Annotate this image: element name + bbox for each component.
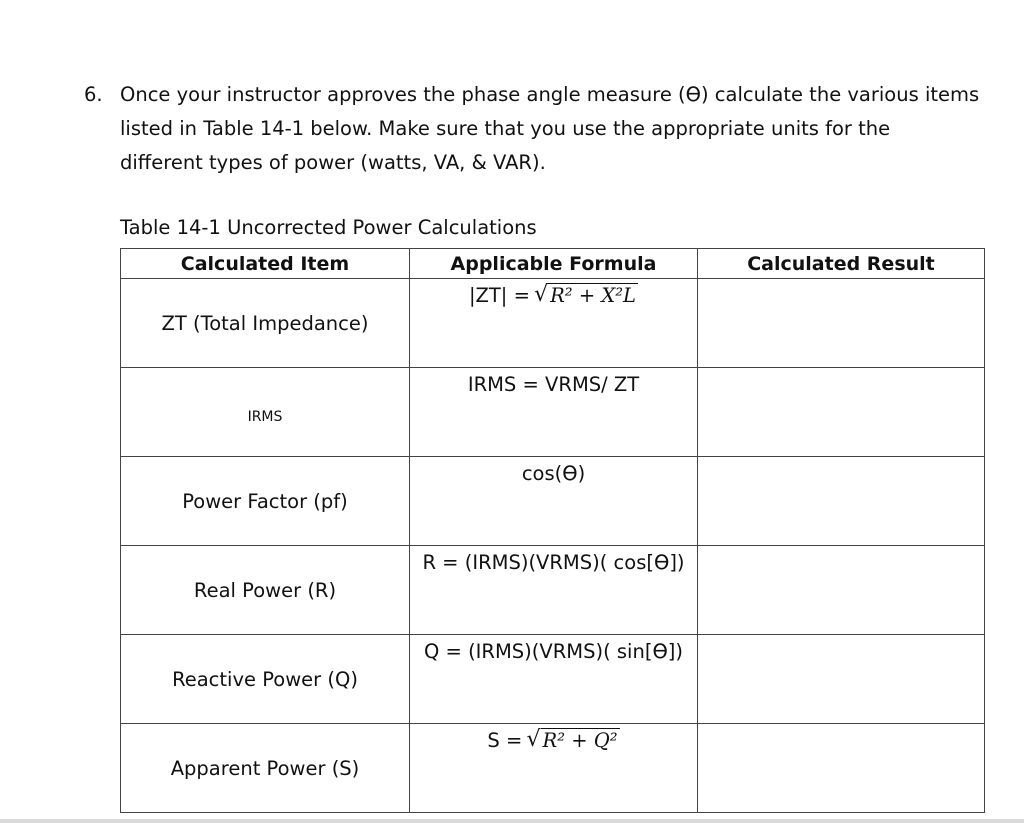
item-cell xyxy=(121,546,410,635)
square-root-sign-icon: √ xyxy=(526,727,541,752)
formula-total-impedance xyxy=(469,279,638,307)
item-label-apparent-power: Apparent Power (S) xyxy=(170,757,360,780)
formula-cell xyxy=(410,279,698,368)
item-label-real-power: Real Power (R) xyxy=(193,579,337,602)
formula-cell xyxy=(410,368,698,457)
instruction-line: listed in Table 14-1 below. Make sure that you use the appropriate units for the xyxy=(120,117,891,140)
table-header-row xyxy=(121,249,985,279)
instruction-item xyxy=(84,78,984,180)
formula-cell xyxy=(410,457,698,546)
item-cell xyxy=(121,457,410,546)
formula-power-factor: cos(ϴ) xyxy=(521,462,586,485)
item-number: 6. xyxy=(84,83,103,106)
header-applicable-formula: Applicable Formula xyxy=(410,249,698,279)
item-label-irms: IRMS xyxy=(247,409,283,425)
item-label-reactive-power: Reactive Power (Q) xyxy=(172,668,358,691)
result-cell-reactive-power[interactable] xyxy=(698,635,985,724)
formula-radicand: R² + X²L xyxy=(550,284,637,307)
table-row xyxy=(121,635,985,724)
square-root xyxy=(526,727,620,752)
formula-radicand: R² + Q² xyxy=(542,729,618,752)
formula-cell xyxy=(410,724,698,813)
table-row xyxy=(121,457,985,546)
table-caption: Table 14-1 Uncorrected Power Calculations xyxy=(120,216,537,239)
square-root-sign-icon: √ xyxy=(534,282,549,307)
item-cell xyxy=(121,368,410,457)
item-cell xyxy=(121,279,410,368)
header-calculated-result: Calculated Result xyxy=(698,249,985,279)
result-cell-irms[interactable] xyxy=(698,368,985,457)
formula-cell xyxy=(410,635,698,724)
result-cell-apparent-power[interactable] xyxy=(698,724,985,813)
formula-prefix: |ZT| = xyxy=(468,284,537,307)
table-row xyxy=(121,724,985,813)
formula-cell xyxy=(410,546,698,635)
page-bottom-rule xyxy=(0,819,1024,823)
formula-prefix: S = xyxy=(487,729,529,752)
table-row xyxy=(121,546,985,635)
instruction-line: Once your instructor approves the phase angle measure (ϴ) calculate the various items xyxy=(120,83,980,106)
result-cell-real-power[interactable] xyxy=(698,546,985,635)
result-cell-total-impedance[interactable] xyxy=(698,279,985,368)
power-calculations-table xyxy=(120,248,985,813)
table-row xyxy=(121,368,985,457)
item-cell xyxy=(121,724,410,813)
square-root xyxy=(536,284,638,307)
header-calculated-item: Calculated Item xyxy=(121,249,410,279)
instruction-text xyxy=(120,78,980,180)
formula-reactive-power: Q = (IRMS)(VRMS)( sin[ϴ]) xyxy=(423,640,684,663)
result-cell-power-factor[interactable] xyxy=(698,457,985,546)
formula-real-power: R = (IRMS)(VRMS)( cos[ϴ]) xyxy=(422,551,685,574)
item-cell xyxy=(121,635,410,724)
formula-apparent-power xyxy=(487,724,619,752)
table-row xyxy=(121,279,985,368)
item-label-total-impedance: ZT (Total Impedance) xyxy=(161,312,369,335)
formula-irms: IRMS = VRMS/ ZT xyxy=(467,373,640,396)
item-label-power-factor: Power Factor (pf) xyxy=(182,490,348,513)
instruction-line: different types of power (watts, VA, & VAR). xyxy=(120,151,546,174)
